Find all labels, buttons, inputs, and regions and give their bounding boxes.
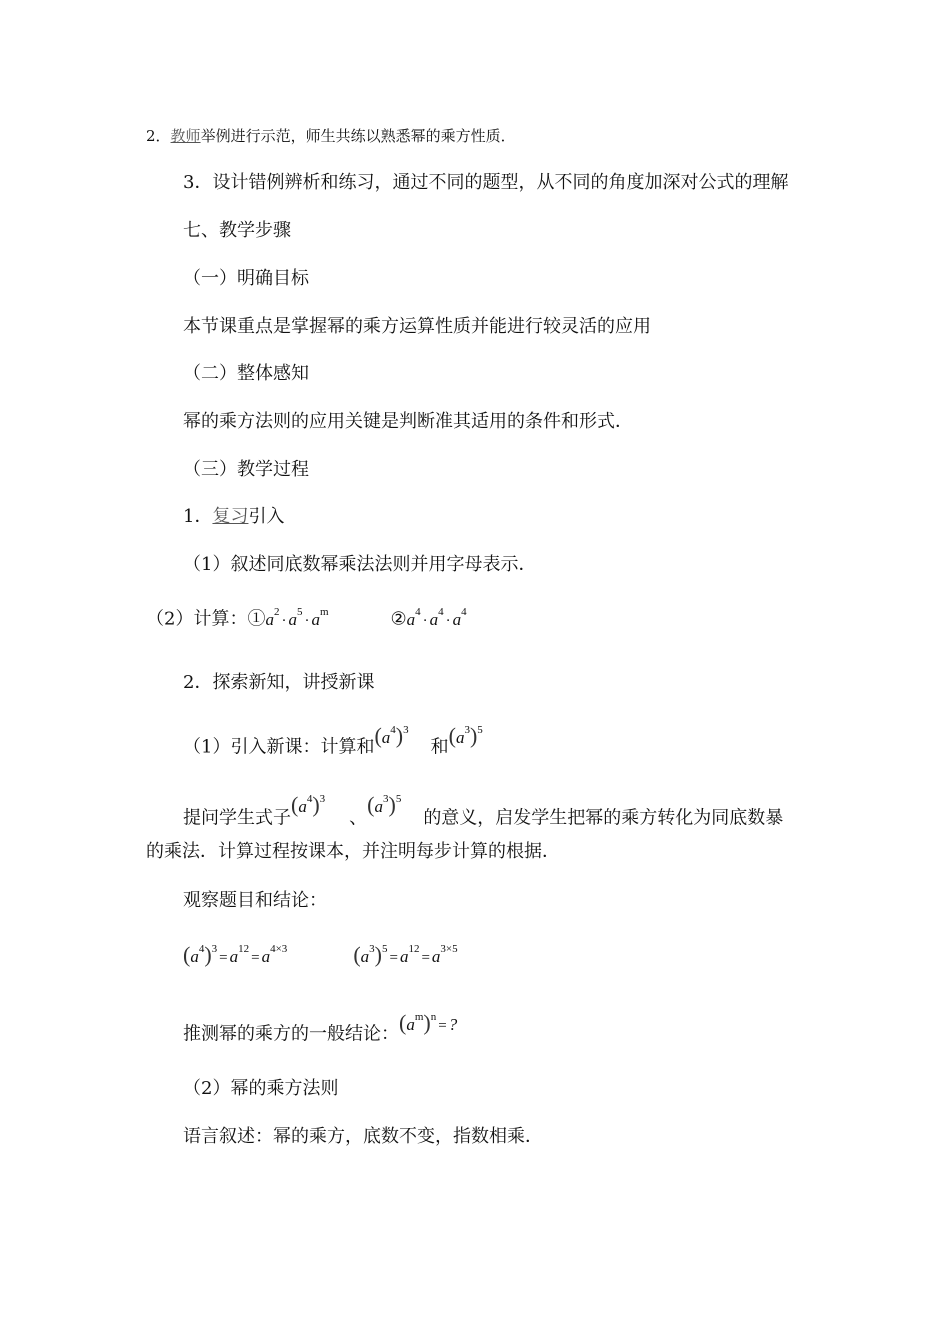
formula-general: $(a^m)^n=$ ? [399,1009,458,1035]
review-link[interactable]: 复习 [212,506,249,527]
formula-a3-fifth: $(a^3)^5$ [448,722,483,748]
formula-product-2: $a^4\cdot a^4\cdot a^4$ [406,606,467,629]
list-item-teacher-demo [146,124,516,148]
list-item-explore: 2．探索新知，讲授新课 [183,672,375,693]
formula-product-1: $a^2\cdot a^5\cdot a^m$ [265,606,329,629]
list-item-calculate [146,603,467,633]
formula-a4-cubed: $(a^4)^3$ [374,722,409,748]
formula-observe-2: $(a^3)^5= a^{12}= a^{3\times 5}$ [353,941,458,967]
subheading-power-rule: （2）幂的乘方法则 [183,1078,339,1099]
subheading-clear-goal: （一）明确目标 [183,268,309,289]
paragraph-perception: 幂的乘方法则的应用关键是判断准其适用的条件和形式． [183,411,633,432]
section-heading-teaching-steps: 七、教学步骤 [183,220,291,241]
formula-a4-cubed: $(a^4)^3$ [291,791,326,817]
paragraph-conjecture: 推测幂的乘方的一般结论：$(a^m)^n=$ ? [183,1009,458,1045]
list-item-state-rule: （1）叙述同底数幂乘法法则并用字母表示． [183,554,537,575]
observation-formulas [183,940,458,970]
item-text: 引入 [248,506,285,527]
paragraph-rule-statement: 语言叙述：幂的乘方，底数不变，指数相乘． [183,1126,543,1147]
item-number: 1． [183,506,213,527]
formula-a3-fifth: $(a^3)^5$ [367,791,402,817]
paragraph-goal: 本节课重点是掌握幂的乘方运算性质并能进行较灵活的应用 [183,316,651,337]
teacher-link[interactable]: 教师 [170,127,201,145]
paragraph-question-cont: 的乘法．计算过程按课本，并注明每步计算的根据． [146,841,560,862]
item-number: 2． [146,127,171,145]
item-label: （2）计算：① [146,608,266,630]
list-item-review [183,505,284,529]
list-item-error-analysis: 3．设计错例辨析和练习，通过不同的题型，从不同的角度加深对公式的理解 [183,172,789,193]
formula-observe-1: $(a^4)^3= a^{12}= a^{4\times 3}$ [183,941,288,967]
list-item-introduce: （1）引入新课：计算和$(a^4)^3$和$(a^3)^5$ [183,722,483,758]
subheading-teaching-process: （三）教学过程 [183,459,309,480]
circle-two: ② [390,608,407,630]
item-text: 举例进行示范，师生共练以熟悉幂的乘方性质． [200,127,516,145]
paragraph-observe: 观察题目和结论： [183,890,327,911]
subheading-overall-perception: （二）整体感知 [183,363,309,384]
paragraph-question: 提问学生式子$(a^4)^3$、$(a^3)^5$的意义，启发学生把幂的乘方转化为同底数暴 [183,791,784,829]
